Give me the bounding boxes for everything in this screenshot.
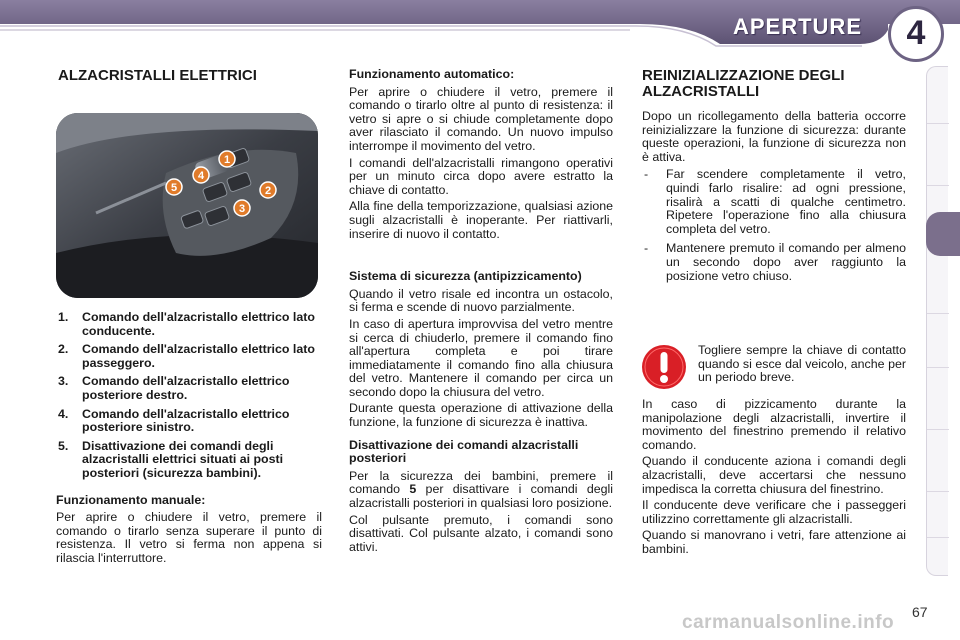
auto-paragraph-2: I comandi dell'alzacristalli rimangono operativi per un minuto circa dopo avere estratto la chiave di contatto.: [349, 155, 613, 197]
reinit-step: - Mantenere premuto il comando per almeno un secondo dopo aver raggiunto la posizione vetro chiuso.: [644, 241, 906, 283]
warning-paragraph-4: Il conducente deve verificare che i passeggeri utilizzino correttamente gli alzacristalli.: [642, 498, 906, 526]
legend-list: [56, 311, 322, 481]
middle-column: [349, 68, 613, 557]
svg-text:3: 3: [238, 203, 246, 215]
legend-item: 4. Comando dell'alzacristallo elettrico posteriore sinistro.: [58, 406, 290, 435]
page-header: [0, 0, 960, 52]
legend-block: [56, 311, 322, 569]
safety-paragraph-1: Quando il vetro risale ed incontra un ostacolo, si ferma e scende di nuovo parzialmente.: [349, 286, 613, 315]
legend-item: 1. Comando dell'alzacristallo elettrico lato conducente.: [58, 310, 315, 338]
legend-item: 2. Comando dell'alzacristallo elettrico lato passeggero.: [58, 342, 315, 370]
legend-item: 3. Comando dell'alzacristallo elettrico posteriore destro.: [58, 374, 290, 402]
warning-block: [642, 398, 906, 560]
safety-heading: Sistema di sicurezza (antipizzicamento): [349, 269, 582, 284]
watermark: carmanualsonline.info: [682, 612, 895, 633]
warning-paragraph-3: Quando il conducente aziona i comandi degli alzacristalli, deve accertarsi che nessuno impedisca la corretta chiusura del finestrino.: [642, 454, 906, 496]
reinit-step: - Far scendere completamente il vetro, quindi farlo risalire: ad ogni pressione, risalirà a scatti di qualche centimetro. Ripetere l'operazione fino alla chiusura completa del vetro.: [644, 167, 906, 236]
right-title: REINIZIALIZZAZIONE DEGLI ALZACRISTALLI: [642, 67, 845, 100]
manual-heading: Funzionamento manuale:: [56, 492, 206, 507]
callout-3: [234, 200, 250, 216]
rear-paragraph-1: Per la sicurezza dei bambini, premere il comando 5 per disattivare i comandi degli alzacristalli posteriori in qualsiasi loro posizione.: [349, 468, 614, 511]
safety-paragraph-2: In caso di apertura improvvisa del vetro mentre si cerca di chiuderlo, premere il comando fino all'apertura completa e poi tirare immediatamente il comando fino alla chiusura del vetro. Mantenere il comando per circa un secondo dopo la chiusura del vetro.: [349, 316, 613, 399]
legend-item: 5. Disattivazione dei comandi degli alzacristalli elettrici situati ai posti posteriori (sicurezza bambini).: [58, 438, 284, 480]
warning-first: [698, 344, 906, 388]
callout-4: [193, 167, 209, 183]
auto-paragraph-3: Alla fine della temporizzazione, qualsiasi azione sugli alzacristalli è inoperante. Per riattivarli, inserire di nuovo il contatto.: [349, 199, 613, 241]
reinit-steps: [642, 168, 906, 283]
right-column: [642, 68, 906, 289]
svg-text:1: 1: [223, 154, 231, 166]
callout-2: [260, 182, 276, 198]
warning-paragraph-5: Quando si manovrano i vetri, fare attenzione ai bambini.: [642, 528, 906, 556]
left-column: [58, 68, 320, 84]
thumb-index-tabs: [926, 66, 948, 576]
warning-paragraph-1: Togliere sempre la chiave di contatto quando si esce dal veicolo, anche per un periodo breve.: [698, 343, 906, 385]
auto-heading: Funzionamento automatico:: [349, 67, 515, 81]
rear-disable-heading: Disattivazione dei comandi alzacristalli posteriori: [349, 437, 579, 466]
page-number: 67: [912, 604, 928, 620]
exclamation-warning-icon: [640, 343, 688, 391]
photo-callouts: [56, 113, 318, 298]
safety-paragraph-3: Durante questa operazione di attivazione della funzione, la funzione di sicurezza è inattiva.: [349, 401, 613, 430]
left-title: ALZACRISTALLI ELETTRICI: [58, 67, 257, 84]
active-chapter-tab: [926, 212, 960, 256]
rear-paragraph-2: Col pulsante premuto, i comandi sono disattivati. Col pulsante alzato, i comandi sono attivi.: [349, 512, 613, 554]
section-title: APERTURE: [732, 14, 862, 39]
svg-text:4: 4: [197, 170, 205, 182]
warning-paragraph-2: In caso di pizzicamento durante la manipolazione degli alzacristalli, invertire il movimento del finestrino premendo il relativo comando.: [642, 397, 906, 452]
svg-text:2: 2: [264, 185, 272, 197]
chapter-number-badge: 4: [888, 6, 944, 62]
callout-5: [166, 179, 182, 195]
svg-text:5: 5: [170, 182, 178, 194]
manual-text: Per aprire o chiudere il vetro, premere il comando o tirarlo senza superare il punto di resistenza. Il vetro si ferma non appena si rilascia l'interruttore.: [56, 510, 322, 565]
reinit-intro: Dopo un ricollegamento della batteria occorre reinizializzare la funzione di sicurezza: durante queste operazioni, la funzione di sicurezza non è attiva.: [642, 109, 906, 164]
callout-1: [219, 151, 235, 167]
auto-paragraph-1: Per aprire o chiudere il vetro, premere il comando o tirarlo oltre al punto di resistenza: il vetro si apre o si chiude completamente dopo aver rilasciato il comando. Un nuovo impulso interrompe il movimento del vetro.: [349, 84, 613, 153]
